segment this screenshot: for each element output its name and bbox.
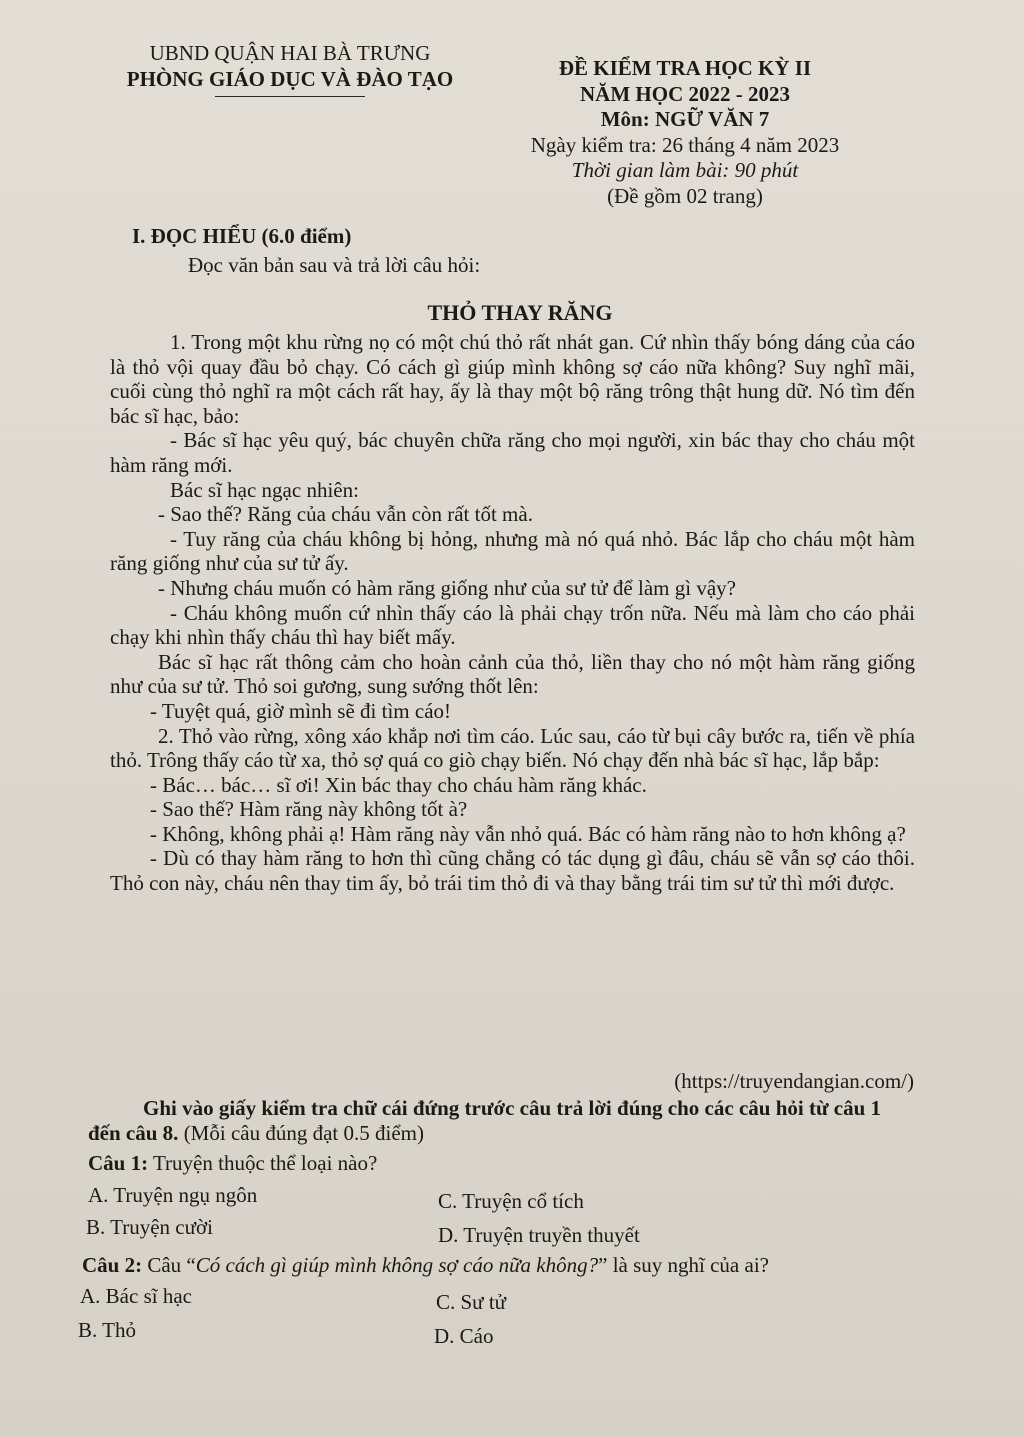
mc-instruction-note: (Mỗi câu đúng đạt 0.5 điểm) [178,1121,424,1145]
story-title: THỎ THAY RĂNG [427,300,613,325]
district-name: UBND QUẬN HAI BÀ TRƯNG [149,41,431,65]
mc-instruction-bold: Ghi vào giấy kiểm tra chữ cái đứng trước câu trả lời đúng cho các câu hỏi từ câu 1 đến câu 8. [88,1096,882,1145]
question-2 [82,1253,912,1278]
section-instruction: Đọc văn bản sau và trả lời câu hỏi: [188,253,481,277]
story-paragraph: - Bác sĩ hạc yêu quý, bác chuyên chữa răng cho mọi người, xin bác thay cho cháu một hàm răng mới. [110,428,915,477]
question-text-pre: Câu “ [142,1253,196,1277]
exam-duration: Thời gian làm bài: 90 phút [571,158,799,182]
question-text: Truyện thuộc thể loại nào? [148,1151,378,1175]
page-count: (Đề gồm 02 trang) [607,183,763,208]
q2-option-c: C. Sư tử [436,1290,507,1314]
story-paragraph: 2. Thỏ vào rừng, xông xáo khắp nơi tìm cáo. Lúc sau, cáo từ bụi cây bước ra, tiến về phía thỏ. Trông thấy cáo từ xa, thỏ sợ quá co giò chạy biến. Nó chạy đến nhà bác sĩ hạc, lắp bắp: [110,723,915,773]
exam-date: Ngày kiểm tra: 26 tháng 4 năm 2023 [530,132,840,157]
story-paragraph: Bác sĩ hạc rất thông cảm cho hoàn cảnh của thỏ, liền thay cho nó một hàm răng giống như của sư tử. Thỏ soi gương, sung sướng thốt lên: [110,649,915,699]
school-year: NĂM HỌC 2022 - 2023 [580,81,790,106]
question-quote: Có cách gì giúp mình không sợ cáo nữa không? [195,1253,599,1277]
header-underline [215,96,365,97]
q1-option-d: D. Truyện truyền thuyết [438,1223,640,1247]
story-paragraph: - Không, không phải ạ! Hàm răng này vẫn nhỏ quá. Bác có hàm răng nào to hơn không ạ? [150,821,906,846]
story-paragraph: - Tuy răng của cháu không bị hỏng, nhưng mà nó quá nhỏ. Bác lắp cho cháu một hàm răng giống như của sư tử ấy. [110,526,915,576]
story-paragraph: - Sao thế? Hàm răng này không tốt à? [150,797,468,822]
header-left [110,40,470,97]
section-title: I. ĐỌC HIỂU (6.0 điểm) [132,224,352,248]
story-text [110,330,915,896]
q2-option-b: B. Thỏ [78,1318,136,1342]
header-right [500,56,870,209]
question-label: Câu 1: [88,1151,149,1175]
story-paragraph: Bác sĩ hạc ngạc nhiên: [170,477,359,502]
story-source: (https://truyendangian.com/) [674,1069,914,1093]
story-paragraph: - Nhưng cháu muốn có hàm răng giống như của sư tử để làm gì vậy? [158,575,736,600]
question-text-post: ” là suy nghĩ của ai? [598,1253,769,1277]
multiple-choice-instruction [88,1096,914,1146]
q2-option-a: A. Bác sĩ hạc [80,1284,192,1308]
story-paragraph: 1. Trong một khu rừng nọ có một chú thỏ rất nhát gan. Cứ nhìn thấy bóng dáng của cáo là thỏ vội quay đầu bỏ chạy. Có cách gì giúp mình không sợ cáo nữa không? Suy nghĩ mãi, cuối cùng thỏ nghĩ ra một cách rất hay, ấy là thay một bộ răng trông thật hung dữ. Nó tìm đến bác sĩ hạc, bảo: [110,330,915,428]
q1-option-a: A. Truyện ngụ ngôn [88,1183,258,1207]
story-paragraph: - Cháu không muốn cứ nhìn thấy cáo là phải chạy trốn nữa. Nếu mà làm cho cáo phải chạy khi nhìn thấy cháu thì hay biết mấy. [110,600,915,650]
q2-option-d: D. Cáo [434,1324,494,1348]
exam-title: ĐỀ KIỂM TRA HỌC KỲ II [558,56,812,80]
story-paragraph: - Tuyệt quá, giờ mình sẽ đi tìm cáo! [150,698,452,723]
department-name: PHÒNG GIÁO DỤC VÀ ĐÀO TẠO [126,67,454,91]
q1-option-c: C. Truyện cổ tích [438,1189,584,1213]
subject: Môn: NGỮ VĂN 7 [600,107,770,131]
question-1 [88,1151,918,1176]
story-paragraph: - Sao thế? Răng của cháu vẫn còn rất tốt mà. [158,502,533,527]
story-paragraph: - Bác… bác… sĩ ơi! Xin bác thay cho cháu hàm răng khác. [150,772,647,797]
question-label: Câu 2: [82,1253,143,1277]
story-paragraph: - Dù có thay hàm răng to hơn thì cũng chẳng có tác dụng gì đâu, cháu sẽ vẫn sợ cáo thôi. Thỏ con này, cháu nên thay tim ấy, bỏ trái tim thỏ đi và thay bằng trái tim sư tử thì mới được. [110,846,915,896]
q1-option-b: B. Truyện cười [86,1215,213,1239]
